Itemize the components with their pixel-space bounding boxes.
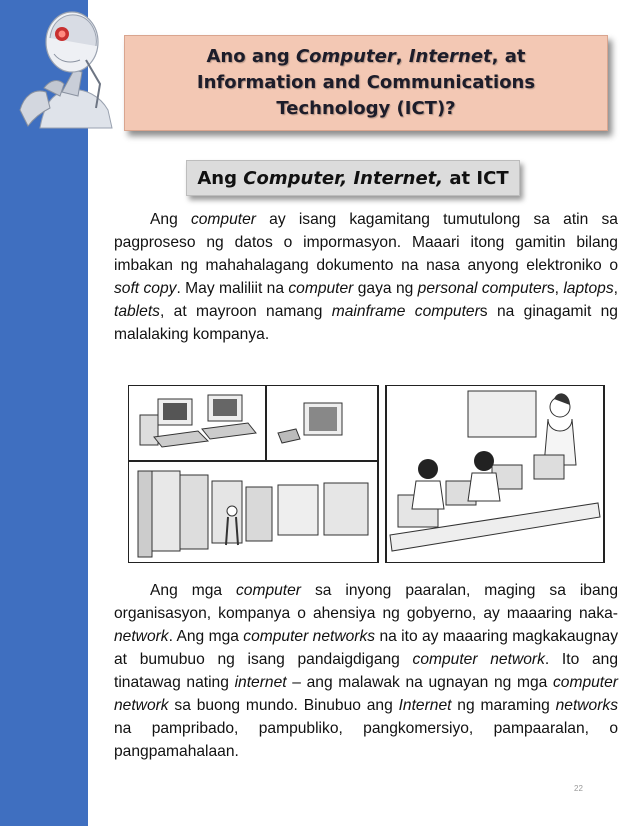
title-box: [124, 35, 608, 131]
title-line-2: Information and Communications: [196, 72, 536, 93]
page-title: [197, 44, 535, 122]
robot-illustration: [0, 0, 120, 130]
paragraph-2-segment: . Ito ang tinatawag nating: [114, 651, 618, 691]
paragraph-2-segment: sa inyong paaralan, maging sa ibang organisasyon, kompanya o ahensiya ng gobyerno, ay maaaring naka-: [114, 582, 618, 622]
paragraph-1: [114, 208, 618, 346]
paragraph-1-segment: personal computer: [417, 280, 547, 297]
paragraph-2-segment: sa buong mundo. Binubuo ang: [168, 697, 399, 714]
paragraph-2-segment: . Ang mga: [168, 628, 244, 645]
paragraph-2-segment: ng maraming: [451, 697, 556, 714]
section-heading: Ang Computer, Internet, at ICT: [197, 167, 509, 189]
paragraph-2-segment: internet: [234, 674, 287, 691]
paragraph-2-segment: computer network: [412, 651, 545, 668]
paragraph-2-segment: Ang mga: [150, 582, 236, 599]
paragraph-1-segment: mainframe computer: [331, 303, 480, 320]
paragraph-1-segment: . May maliliit na: [176, 280, 289, 297]
paragraph-1-segment: laptops: [563, 280, 614, 297]
paragraph-2-segment: networks: [555, 697, 619, 714]
paragraph-2-segment: computer networks: [243, 628, 376, 645]
paragraph-1-segment: computer: [288, 280, 354, 297]
title-line-3: Technology (ICT)?: [276, 98, 456, 119]
paragraph-1-segment: tablets: [114, 303, 160, 320]
paragraph-2-segment: Internet: [398, 697, 452, 714]
paragraph-2-segment: na pampribado, pampubliko, pangkomersiyo, pampaaralan, o pangpamahalaan.: [114, 720, 618, 760]
paragraph-1-segment: Ang: [150, 211, 191, 228]
paragraph-2-segment: computer network: [114, 674, 618, 714]
paragraph-1-segment: soft copy: [114, 280, 177, 297]
paragraph-1-segment: s na ginagamit ng malalaking kompanya.: [114, 303, 618, 343]
title-line-1: Ano ang Computer, Internet, at: [206, 46, 526, 67]
paragraph-1-segment: computer: [190, 211, 256, 228]
page-number: 22: [574, 784, 583, 793]
computers-illustration: [128, 385, 606, 563]
paragraph-1-segment: , at mayroon namang: [159, 303, 332, 320]
paragraph-2-segment: – ang malawak na ugnayan ng mga: [286, 674, 553, 691]
subtitle-box: [186, 160, 520, 196]
paragraph-1-segment: s,: [546, 280, 564, 297]
paragraph-2-segment: network: [114, 628, 169, 645]
paragraph-1-segment: ay isang kagamitang tumutulong sa atin sa pagproseso ng datos o impormasyon. Maaari itong gamitin bilang imbakan ng mahahalagang dokumento na nasa anyong elektroniko o: [114, 211, 618, 274]
paragraph-2-segment: computer: [236, 582, 302, 599]
paragraph-1-segment: ,: [613, 280, 618, 297]
paragraph-2-segment: na ito ay maaaring magkakaugnay at bumubuo ng isang pandaigdigang: [114, 628, 619, 668]
paragraph-2: [114, 579, 618, 763]
paragraph-1-segment: gaya ng: [353, 280, 418, 297]
